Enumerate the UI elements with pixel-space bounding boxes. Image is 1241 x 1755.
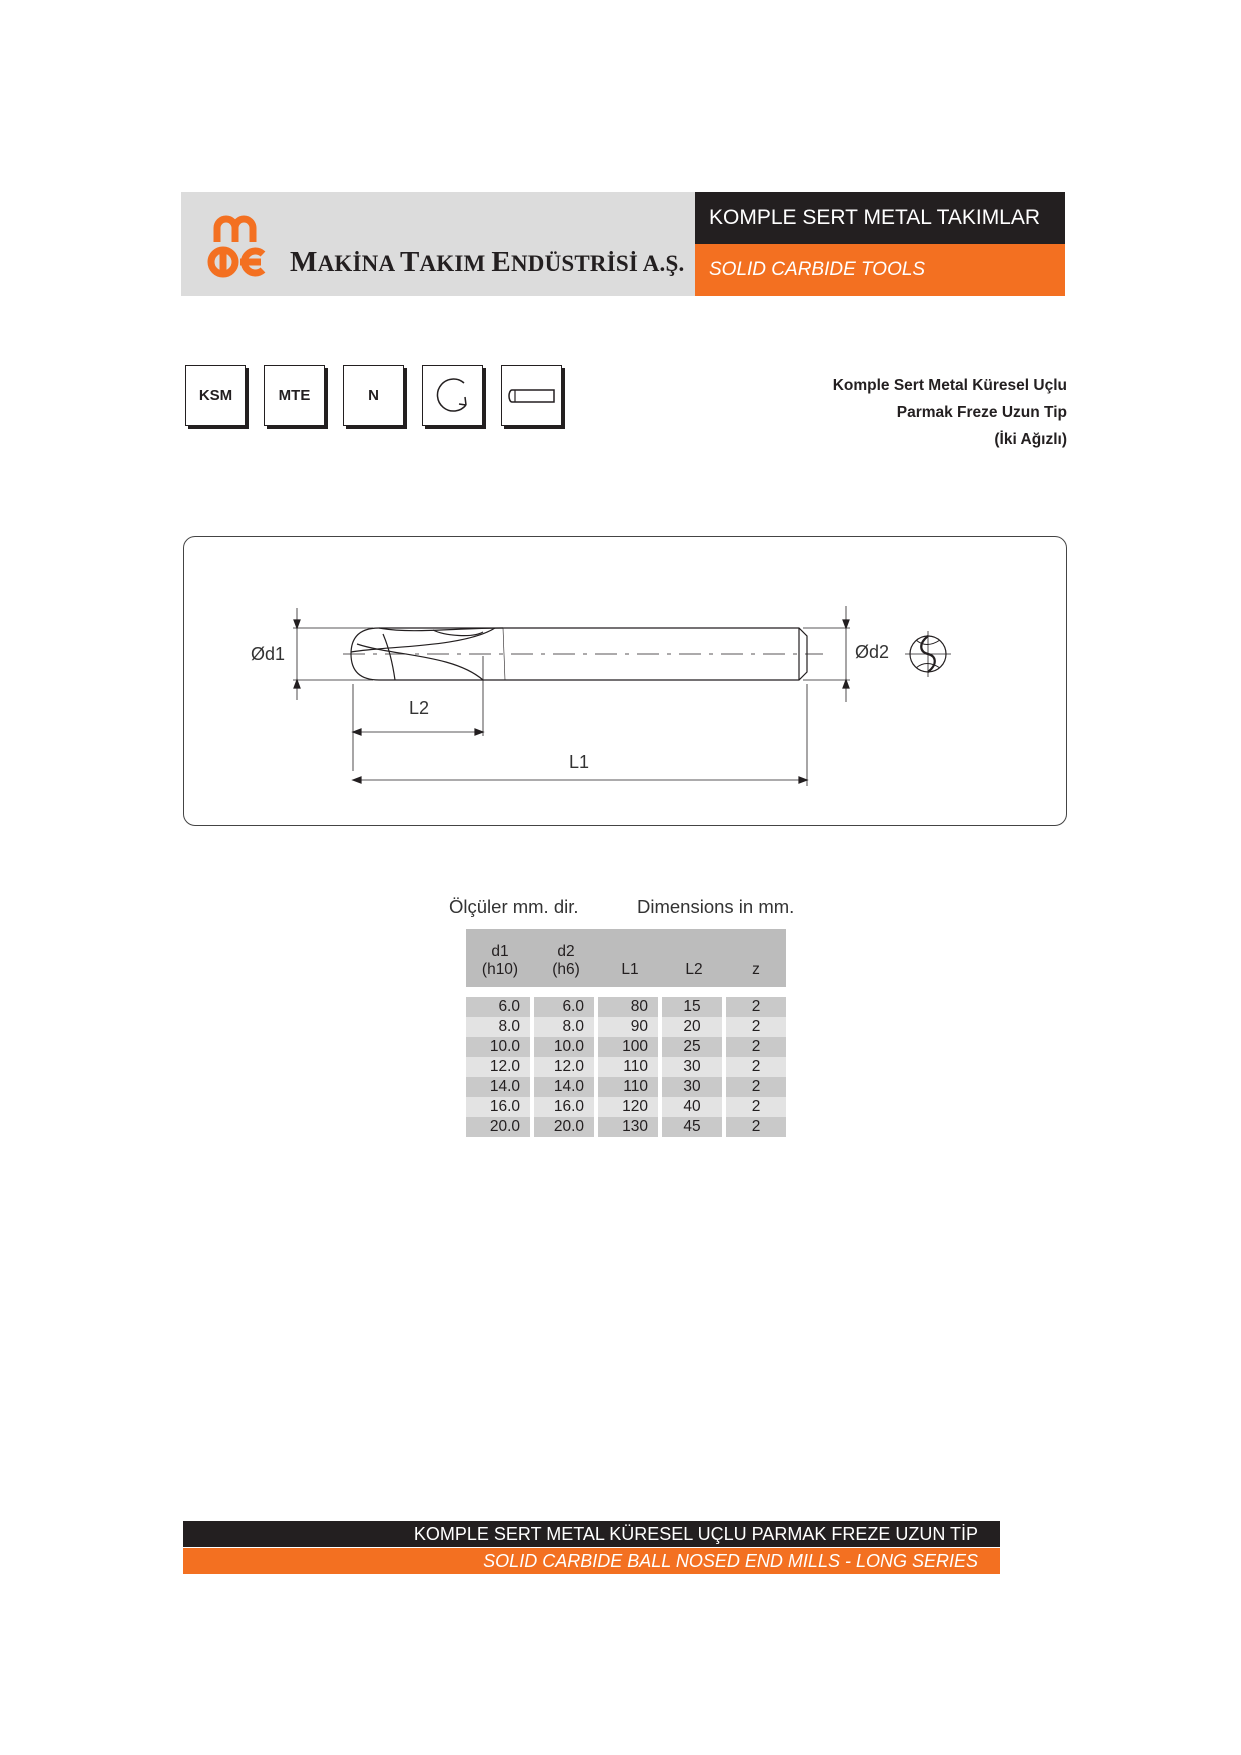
product-title: [833, 372, 1067, 453]
cell-d1: 20.0: [466, 1117, 534, 1137]
cell-z: 2: [726, 1057, 786, 1077]
n-icon-label: N: [368, 387, 379, 404]
label-d1: Ød1: [251, 644, 286, 664]
cell-d1: 6.0: [466, 997, 534, 1017]
cell-d2: 6.0: [534, 997, 598, 1017]
product-title-line-3: (İki Ağızlı): [994, 431, 1067, 448]
footer-title-en: SOLID CARBIDE BALL NOSED END MILLS - LONG SERIES: [183, 1548, 1000, 1574]
cell-d1: 14.0: [466, 1077, 534, 1097]
col-header-d2: d2 (h6): [534, 929, 598, 987]
company-name: [290, 246, 684, 279]
cell-d2: 16.0: [534, 1097, 598, 1117]
label-L1: L1: [569, 752, 590, 772]
rotation-arrow-icon: [422, 365, 483, 426]
label-d2: Ød2: [855, 642, 890, 662]
end-mill-drawing: [183, 536, 1067, 826]
cell-L2: 30: [662, 1057, 726, 1077]
company-name-word-2: TAKIM: [399, 246, 492, 278]
table-row: [466, 1037, 786, 1057]
cell-d1: 10.0: [466, 1037, 534, 1057]
mte-icon-label: MTE: [278, 387, 311, 404]
table-row: [466, 1117, 786, 1137]
col-header-z: z: [726, 929, 786, 987]
table-row: [466, 1017, 786, 1037]
cell-z: 2: [726, 1117, 786, 1137]
cell-L1: 120: [598, 1097, 662, 1117]
cell-d2: 12.0: [534, 1057, 598, 1077]
product-title-line-2: Parmak Freze Uzun Tip: [896, 404, 1067, 421]
label-L2: L2: [409, 698, 430, 718]
table-row: [466, 1077, 786, 1097]
table-row: [466, 1097, 786, 1117]
ksm-icon-label: KSM: [198, 387, 233, 404]
company-logo-icon: [203, 208, 273, 280]
cell-L1: 110: [598, 1057, 662, 1077]
footer-title-tr: KOMPLE SERT METAL KÜRESEL UÇLU PARMAK FREZE UZUN TİP: [183, 1521, 1000, 1547]
cell-L1: 110: [598, 1077, 662, 1097]
table-row: [466, 997, 786, 1017]
company-name-word-3: ENDÜSTRİSİ A.Ş.: [491, 246, 685, 278]
spec-table: [466, 929, 786, 1137]
dimensions-caption-tr: Ölçüler mm. dir.: [449, 896, 579, 917]
cell-z: 2: [726, 997, 786, 1017]
col-header-d1: d1 (h10): [466, 929, 534, 987]
table-row: [466, 1057, 786, 1077]
cell-L2: 15: [662, 997, 726, 1017]
cell-z: 2: [726, 1037, 786, 1057]
cell-d1: 12.0: [466, 1057, 534, 1077]
cell-d2: 8.0: [534, 1017, 598, 1037]
cell-L1: 100: [598, 1037, 662, 1057]
spec-table-header-row: [466, 929, 786, 987]
cell-z: 2: [726, 1017, 786, 1037]
ksm-icon: [185, 365, 246, 426]
cell-d2: 14.0: [534, 1077, 598, 1097]
company-name-word-1: MAKİNA: [290, 246, 400, 278]
n-icon: [343, 365, 404, 426]
cell-d2: 20.0: [534, 1117, 598, 1137]
cell-L2: 40: [662, 1097, 726, 1117]
mte-icon: [264, 365, 325, 426]
cell-L2: 30: [662, 1077, 726, 1097]
header-title-tr: KOMPLE SERT METAL TAKIMLAR: [695, 192, 1065, 244]
cylindrical-shank-icon: [501, 365, 562, 426]
cell-d2: 10.0: [534, 1037, 598, 1057]
cell-L1: 80: [598, 997, 662, 1017]
cell-d1: 16.0: [466, 1097, 534, 1117]
cell-z: 2: [726, 1077, 786, 1097]
dimensions-caption-en: Dimensions in mm.: [637, 896, 795, 917]
cell-L2: 25: [662, 1037, 726, 1057]
cell-L2: 20: [662, 1017, 726, 1037]
cell-L2: 45: [662, 1117, 726, 1137]
cell-d1: 8.0: [466, 1017, 534, 1037]
cell-L1: 90: [598, 1017, 662, 1037]
col-header-L1: L1: [598, 929, 662, 987]
cell-L1: 130: [598, 1117, 662, 1137]
product-title-line-1: Komple Sert Metal Küresel Uçlu: [832, 377, 1067, 394]
cell-z: 2: [726, 1097, 786, 1117]
col-header-L2: L2: [662, 929, 726, 987]
header-title-en: SOLID CARBIDE TOOLS: [695, 244, 1065, 296]
